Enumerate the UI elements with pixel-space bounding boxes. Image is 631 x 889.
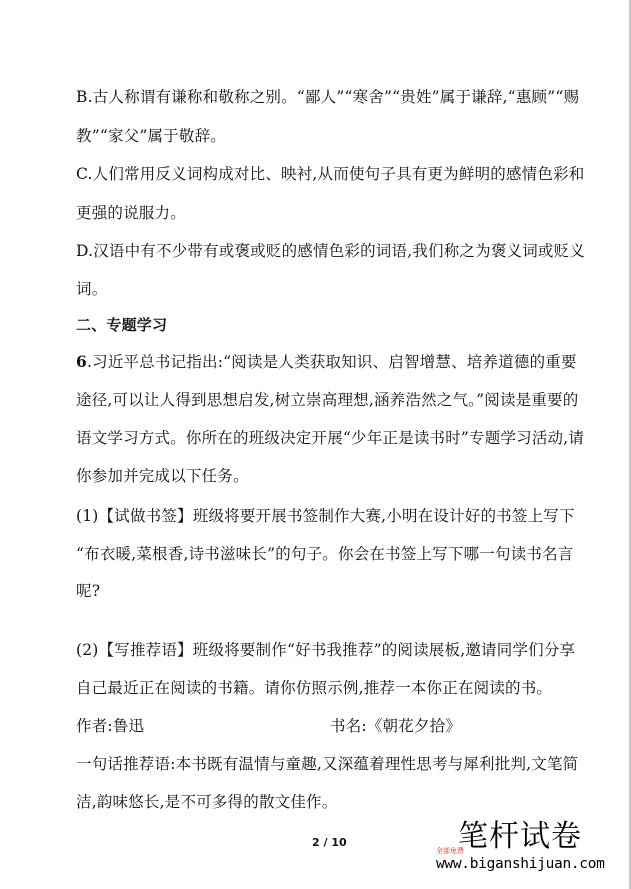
option-c-line-2: 更强的说服力。 bbox=[76, 204, 186, 222]
option-d-line-1: D.汉语中有不少带有或褒或贬的感情色彩的词语,我们称之为褒义词或贬义 bbox=[76, 242, 586, 260]
question-6-line-3: 语文学习方式。你所在的班级决定开展“少年正是读书时”专题学习活动,请 bbox=[76, 429, 585, 447]
page-indicator: 2 / 10 bbox=[312, 836, 347, 849]
option-b-line-1: B.古人称谓有谦称和敬称之别。“鄙人”“寒舍”“贵姓”属于谦辞,“惠顾”“赐 bbox=[76, 88, 580, 106]
example-author: 作者:鲁迅 bbox=[76, 717, 145, 735]
option-c-line-1: C.人们常用反义词构成对比、映衬,从而使句子具有更为鲜明的感情色彩和 bbox=[76, 165, 585, 183]
example-meta-line bbox=[76, 716, 576, 736]
subquestion-1-line-2: “布衣暖,菜根香,诗书滋味长”的句子。你会在书签上写下哪一句读书名言 bbox=[76, 545, 574, 563]
watermark-title: 笔杆试卷 bbox=[458, 819, 582, 854]
example-book-title: 书名:《朝花夕拾》 bbox=[330, 717, 462, 735]
subquestion-2-line-2: 自己最近正在阅读的书籍。请你仿照示例,推荐一本你正在阅读的书。 bbox=[76, 679, 553, 697]
section-heading: 二、专题学习 bbox=[76, 316, 168, 334]
subquestion-1-line-3: 呢? bbox=[76, 582, 101, 600]
example-recommendation-line-2: 洁,韵味悠长,是不可多得的散文佳作。 bbox=[76, 793, 338, 811]
subquestion-1-line-1: (1)【试做书签】班级将要开展书签制作大赛,小明在设计好的书签上写下 bbox=[76, 507, 575, 525]
question-6-line-2: 途径,可以让人得到思想启发,树立崇高理想,涵养浩然之气。”阅读是重要的 bbox=[76, 391, 579, 409]
option-b-line-2: 教”“家父”属于敬辞。 bbox=[76, 127, 226, 145]
question-6-line-1 bbox=[76, 352, 577, 372]
question-number: 6 bbox=[76, 352, 87, 371]
option-d-line-2: 词。 bbox=[76, 280, 108, 298]
watermark-free-tag: 全部免费 bbox=[436, 847, 464, 855]
watermark-logo bbox=[436, 820, 616, 880]
subquestion-2-line-1: (2)【写推荐语】班级将要制作“好书我推荐”的阅读展板,邀请同学们分享 bbox=[76, 641, 576, 659]
question-6-line-4: 你参加并完成以下任务。 bbox=[76, 467, 249, 485]
question-6-text: .习近平总书记指出:“阅读是人类获取知识、启智增慧、培养道德的重要 bbox=[87, 353, 577, 371]
example-recommendation-line-1: 一句话推荐语:本书既有温情与童趣,又深蕴着理性思考与犀利批判,文笔简 bbox=[76, 755, 579, 773]
watermark-url: www.biganshijuan.com bbox=[436, 856, 605, 872]
